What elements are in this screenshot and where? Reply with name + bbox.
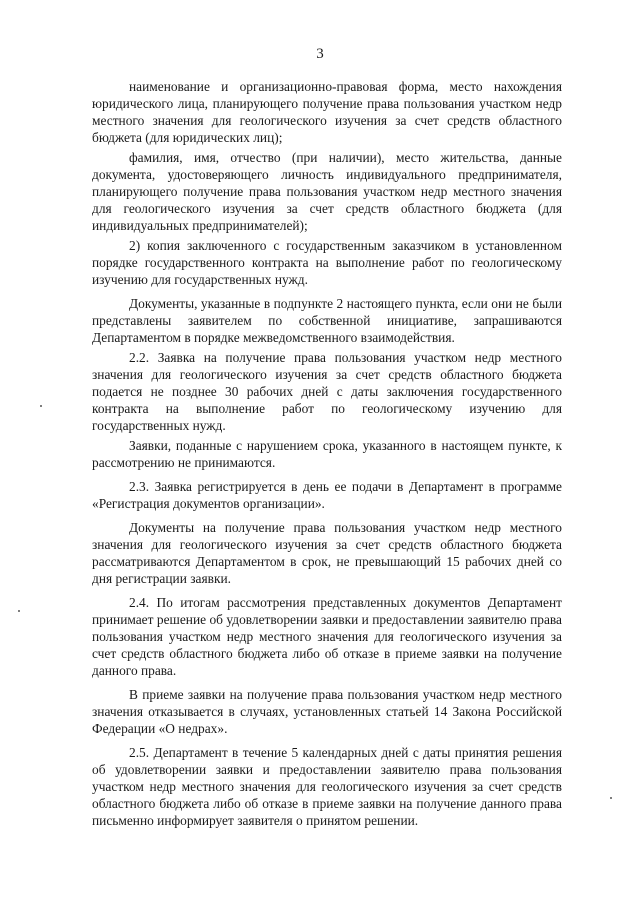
paragraph-legal-entity: наименование и организационно-правовая форма, место нахождения юридического лица, планирующего получение права пользования участком недр местного значения для геологического изучения за счет средств областного бюджета (для юридических лиц); bbox=[92, 79, 562, 145]
paragraph-2-3: 2.3. Заявка регистрируется в день ее подачи в Департамент в программе «Регистрация документов организации». bbox=[92, 479, 562, 511]
paragraph-2-4: 2.4. По итогам рассмотрения представленных документов Департамент принимает решение об удовлетворении заявки и предоставлении заявителю права пользования участком недр местного значения для геологического изучения за счет средств областного бюджета либо об отказе в приеме заявки на получение данного права. bbox=[92, 595, 562, 678]
paragraph-individual-entrepreneur: фамилия, имя, отчество (при наличии), место жительства, данные документа, удостоверяющего личность индивидуального предпринимателя, планирующего получение права пользования участком недр местного значения для геологического изучения за счет средств областного бюджета (для индивидуальных предпринимателей); bbox=[92, 150, 562, 233]
paragraph-review-period: Документы на получение права пользования участком недр местного значения для геологического изучения за счет средств областного бюджета рассматриваются Департаментом в срок, не превышающий 15 рабочих дней со дня регистрации заявки. bbox=[92, 520, 562, 586]
paragraph-interagency-request: Документы, указанные в подпункте 2 настоящего пункта, если они не были представлены заявителем по собственной инициативе, запрашиваются Департаментом в порядке межведомственного взаимодействия. bbox=[92, 296, 562, 345]
page-number: 3 bbox=[316, 46, 324, 62]
scan-speck bbox=[18, 610, 20, 612]
paragraph-2-2: 2.2. Заявка на получение права пользования участком недр местного значения для геологического изучения за счет средств областного бюджета подается не позднее 30 рабочих дней с даты заключения государственного контракта на выполнение работ по геологическому изучению для государственных нужд. bbox=[92, 350, 562, 433]
paragraph-deadline-violation: Заявки, поданные с нарушением срока, указанного в настоящем пункте, к рассмотрению не принимаются. bbox=[92, 438, 562, 470]
paragraph-2-5: 2.5. Департамент в течение 5 календарных дней с даты принятия решения об удовлетворении заявки и предоставлении заявителю права пользования участком недр местного значения для геологического изучения за счет средств областного бюджета либо об отказе в приеме заявки на получение данного права письменно информирует заявителя о принятом решении. bbox=[92, 745, 562, 828]
scan-speck bbox=[610, 797, 612, 799]
paragraph-refusal-cases: В приеме заявки на получение права пользования участком недр местного значения отказывается в случаях, установленных статьей 14 Закона Российской Федерации «О недрах». bbox=[92, 687, 562, 736]
scan-speck bbox=[40, 405, 42, 407]
paragraph-contract-copy: 2) копия заключенного с государственным заказчиком в установленном порядке государственного контракта на выполнение работ по геологическому изучению для государственных нужд. bbox=[92, 238, 562, 287]
document-body bbox=[92, 78, 562, 832]
